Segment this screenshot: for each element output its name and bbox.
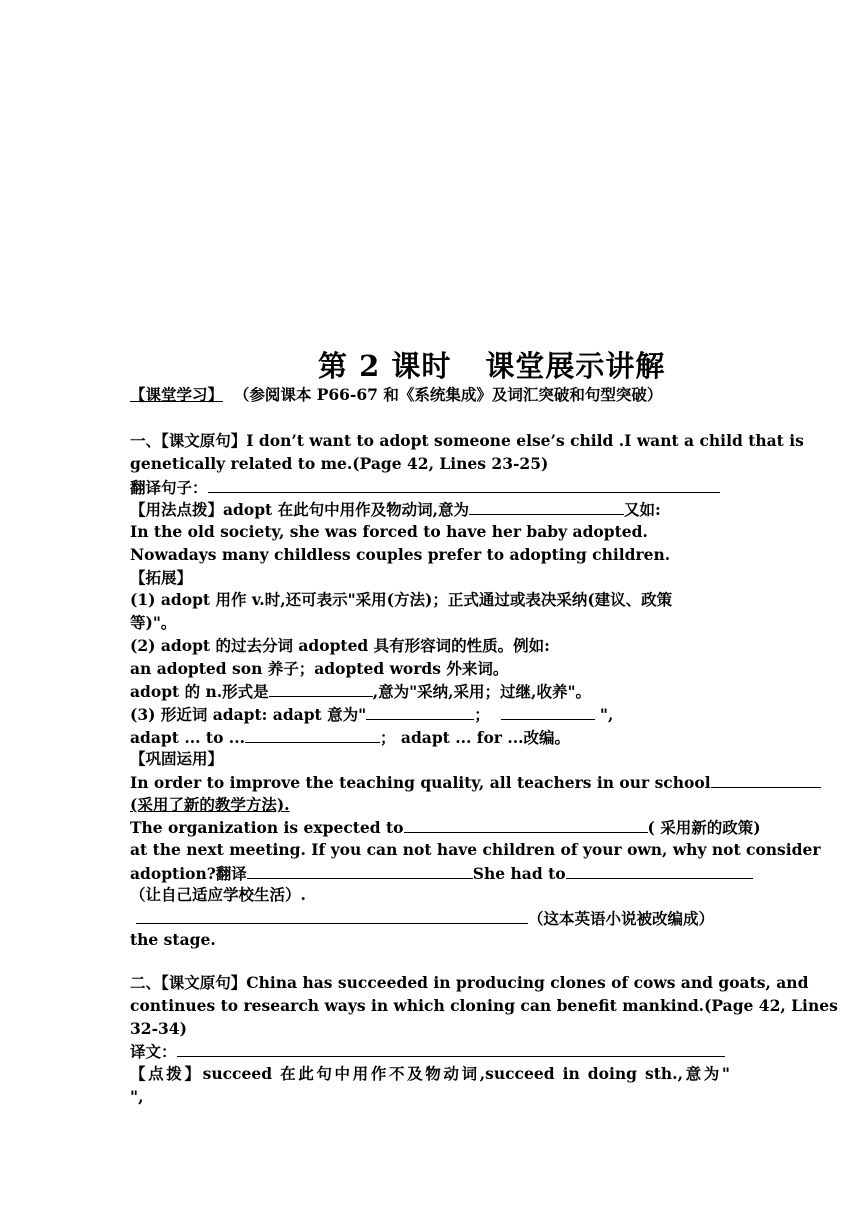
adapt-blank-2[interactable] [501, 703, 595, 720]
text-sentence-2-ref: 32-34) [130, 1019, 187, 1038]
extension-heading: 【拓展】 [130, 568, 193, 587]
practice-3-text: adoption?翻译 [130, 864, 247, 883]
practice-2-text: The organization is expected to [130, 818, 404, 837]
adapt-blank-1[interactable] [366, 703, 474, 720]
practice-4-blank[interactable] [566, 862, 753, 879]
translate-label: 翻译句子： [130, 478, 208, 497]
translation-blank-2[interactable] [177, 1040, 725, 1057]
practice-2-cont: at the next meeting. If you can not have children of your own, why not consider [130, 840, 821, 859]
noun-form-text: adopt 的 n.形式是 [130, 682, 269, 701]
text-sentence-2: 二、【课文原句】China has succeeded in producing clones of cows and goats, and [130, 973, 809, 992]
lesson-title [318, 344, 665, 385]
practice-3 [130, 862, 730, 885]
example-1: In the old society, she was forced to have her baby adopted. [130, 522, 648, 541]
text-sentence-2-cont: continues to research ways in which cloning can benefit mankind.(Page 42, Lines [130, 996, 838, 1015]
adapt-to-line [130, 726, 730, 749]
adapt-to-blank[interactable] [245, 726, 380, 743]
practice-5 [130, 907, 730, 930]
practice-1-hint-text: (采用了新的教学方法). [130, 795, 290, 814]
tip-succeed: 【点拨】succeed 在此句中用作不及物动词,succeed in doing sth.,意为" [130, 1064, 730, 1083]
extension-2-example: an adopted son 养子；adopted words 外来词。 [130, 659, 509, 678]
quote-close: ", [594, 705, 614, 724]
separator: ； [474, 705, 490, 724]
practice-1 [130, 771, 730, 794]
translation-label-2: 译文： [130, 1042, 177, 1061]
noun-form-line [130, 680, 730, 703]
lesson-name: 课堂展示讲解 [485, 349, 666, 383]
text-sentence-1-cont: genetically related to me.(Page 42, Lines 23-25) [130, 454, 549, 473]
tip-succeed-cont: ", [130, 1087, 144, 1106]
lesson-number: 第 2 课时 [318, 349, 452, 383]
practice-5-cont: the stage. [130, 930, 216, 949]
practice-3-blank[interactable] [247, 862, 473, 879]
translate-blank[interactable] [208, 476, 720, 493]
text-sentence-1: 一、【课文原句】I don’t want to adopt someone else’s child .I want a child that is [130, 431, 804, 450]
practice-2-hint: ( 采用新的政策) [647, 818, 761, 837]
adapt-to-text: adapt ... to ... [130, 728, 245, 747]
extension-1: (1) adopt 用作 v.时,还可表示"采用(方法)；正式通过或表决采纳(建议、政策 [130, 590, 673, 609]
usage-tip [130, 498, 730, 521]
noun-form-meaning: ,意为"采纳,采用；过继,收养"。 [372, 682, 592, 701]
practice-1-hint [130, 794, 730, 816]
translation-prompt-2 [130, 1040, 730, 1063]
extension-2: (2) adopt 的过去分词 adopted 具有形容词的性质。例如: [130, 636, 550, 655]
noun-form-blank[interactable] [269, 680, 373, 697]
extension-1-cont: 等)"。 [130, 613, 177, 632]
reference-note: （参阅课本 P66-67 和《系统集成》及词汇突破和句型突破） [233, 385, 663, 404]
practice-5-blank[interactable] [136, 907, 528, 924]
practice-4-hint: （让自己适应学校生活）. [130, 885, 306, 904]
translate-prompt [130, 476, 730, 499]
adapt-for-text: ； adapt ... for ...改编。 [380, 728, 571, 747]
example-2: Nowadays many childless couples prefer to adopting children. [130, 545, 671, 564]
example-label: 又如: [624, 500, 661, 519]
practice-4-text: She had to [472, 864, 566, 883]
practice-2-blank[interactable] [404, 816, 648, 833]
class-study-tag: 【课堂学习】 [130, 385, 224, 404]
practice-1-text: In order to improve the teaching quality, all teachers in our school [130, 773, 711, 792]
usage-tip-text: 【用法点拨】adopt 在此句中用作及物动词,意为 [130, 500, 470, 519]
practice-2 [130, 816, 761, 839]
adapt-line [130, 703, 730, 726]
section-header [130, 384, 730, 406]
practice-heading: 【巩固运用】 [130, 749, 224, 768]
practice-5-hint: （这本英语小说被改编成） [528, 909, 715, 928]
practice-1-blank[interactable] [711, 771, 821, 788]
adapt-text: (3) 形近词 adapt: adapt 意为" [130, 705, 367, 724]
meaning-blank[interactable] [469, 498, 624, 515]
